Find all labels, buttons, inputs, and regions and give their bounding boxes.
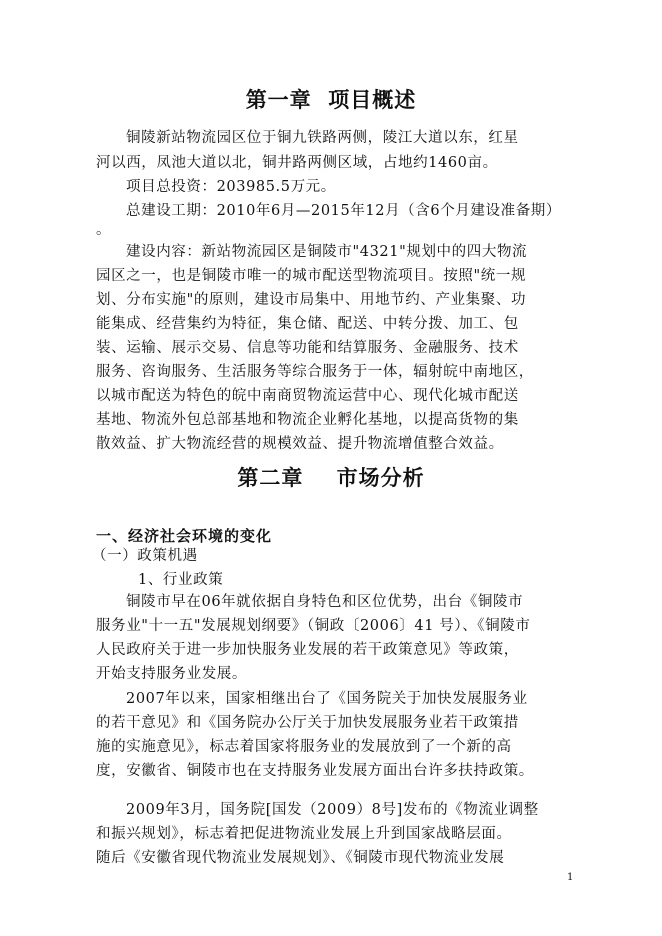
chapter1-line-8: 划、分布实施"的原则，建设市局集中、用地节约、产业集聚、功 (96, 292, 527, 308)
chapter1-line-1: 铜陵新站物流园区位于铜九铁路两侧，陵江大道以东，红星 (126, 130, 519, 146)
chapter2-line-2: 服务业"十一五"发展规划纲要》（铜政〔2006〕41 号）、《铜陵市 (96, 618, 531, 634)
chapter1-line-12: 以城市配送为特色的皖中南商贸物流运营中心、现代化城市配送 (96, 388, 519, 404)
page-number: 1 (567, 872, 574, 883)
chapter2-line-8: 度，安徽省、铜陵市也在支持服务业发展方面出台许多扶持政策。 (96, 763, 534, 779)
chapter2-line-1: 铜陵市早在06年就依据自身特色和区位优势，出台《铜陵市 (126, 594, 524, 610)
chapter1-line-4: 总建设工期：2010年6月—2015年12月（含6个月建设准备期） (126, 203, 562, 219)
chapter1-line-10: 装、运输、展示交易、信息等功能和结算服务、金融服务、技术 (96, 340, 519, 356)
chapter1-line-13: 基地、物流外包总部基地和物流企业孵化基地，以提高货物的集 (96, 412, 519, 428)
chapter2-line-4: 开始支持服务业发展。 (96, 666, 247, 682)
chapter2-line-3: 人民政府关于进一步加快服务业发展的若干政策意见》等政策， (96, 642, 519, 658)
chapter2-line-6: 的若干意见》和《国务院办公厅关于加快发展服务业若干政策措 (96, 715, 519, 731)
subsection-heading: （一）政策机遇 (92, 548, 198, 564)
chapter2-line-10: 和振兴规划》，标志着把促进物流业发展上升到国家战略层面。 (96, 826, 512, 842)
chapter1-line-6: 建设内容：新站物流园区是铜陵市"4321"规划中的四大物流 (126, 244, 528, 260)
item-heading: 1、行业政策 (138, 572, 224, 588)
chapter1-line-11: 服务、咨询服务、生活服务等综合服务于一体，辐射皖中南地区， (96, 364, 534, 380)
chapter1-line-7: 园区之一，也是铜陵市唯一的城市配送型物流项目。按照"统一规 (96, 268, 527, 284)
section-heading: 一、经济社会环境的变化 (96, 527, 273, 545)
chapter1-line-5: 。 (96, 222, 112, 238)
chapter2-line-11: 随后《安徽省现代物流业发展规划》、《铜陵市现代物流业发展 (96, 850, 505, 866)
chapter2-title: 第二章 市场分析 (237, 466, 425, 490)
chapter1-line-2: 河以西，凤池大道以北，铜井路两侧区域，占地约1460亩。 (96, 155, 498, 171)
chapter1-title: 第一章 项目概述 (245, 88, 417, 112)
chapter2-line-5: 2007年以来，国家相继出台了《国务院关于加快发展服务业 (126, 691, 528, 707)
chapter2-line-9: 2009年3月，国务院[国发（2009）8号]发布的《物流业调整 (126, 802, 539, 818)
chapter2-line-7: 施的实施意见》，标志着国家将服务业的发展放到了一个新的高 (96, 739, 512, 755)
chapter1-line-3: 项目总投资：203985.5万元。 (126, 179, 336, 195)
chapter1-line-9: 能集成、经营集约为特征，集仓储、配送、中转分拨、加工、包 (96, 316, 519, 332)
chapter1-line-14: 散效益、扩大物流经营的规模效益、提升物流增值整合效益。 (96, 436, 504, 452)
